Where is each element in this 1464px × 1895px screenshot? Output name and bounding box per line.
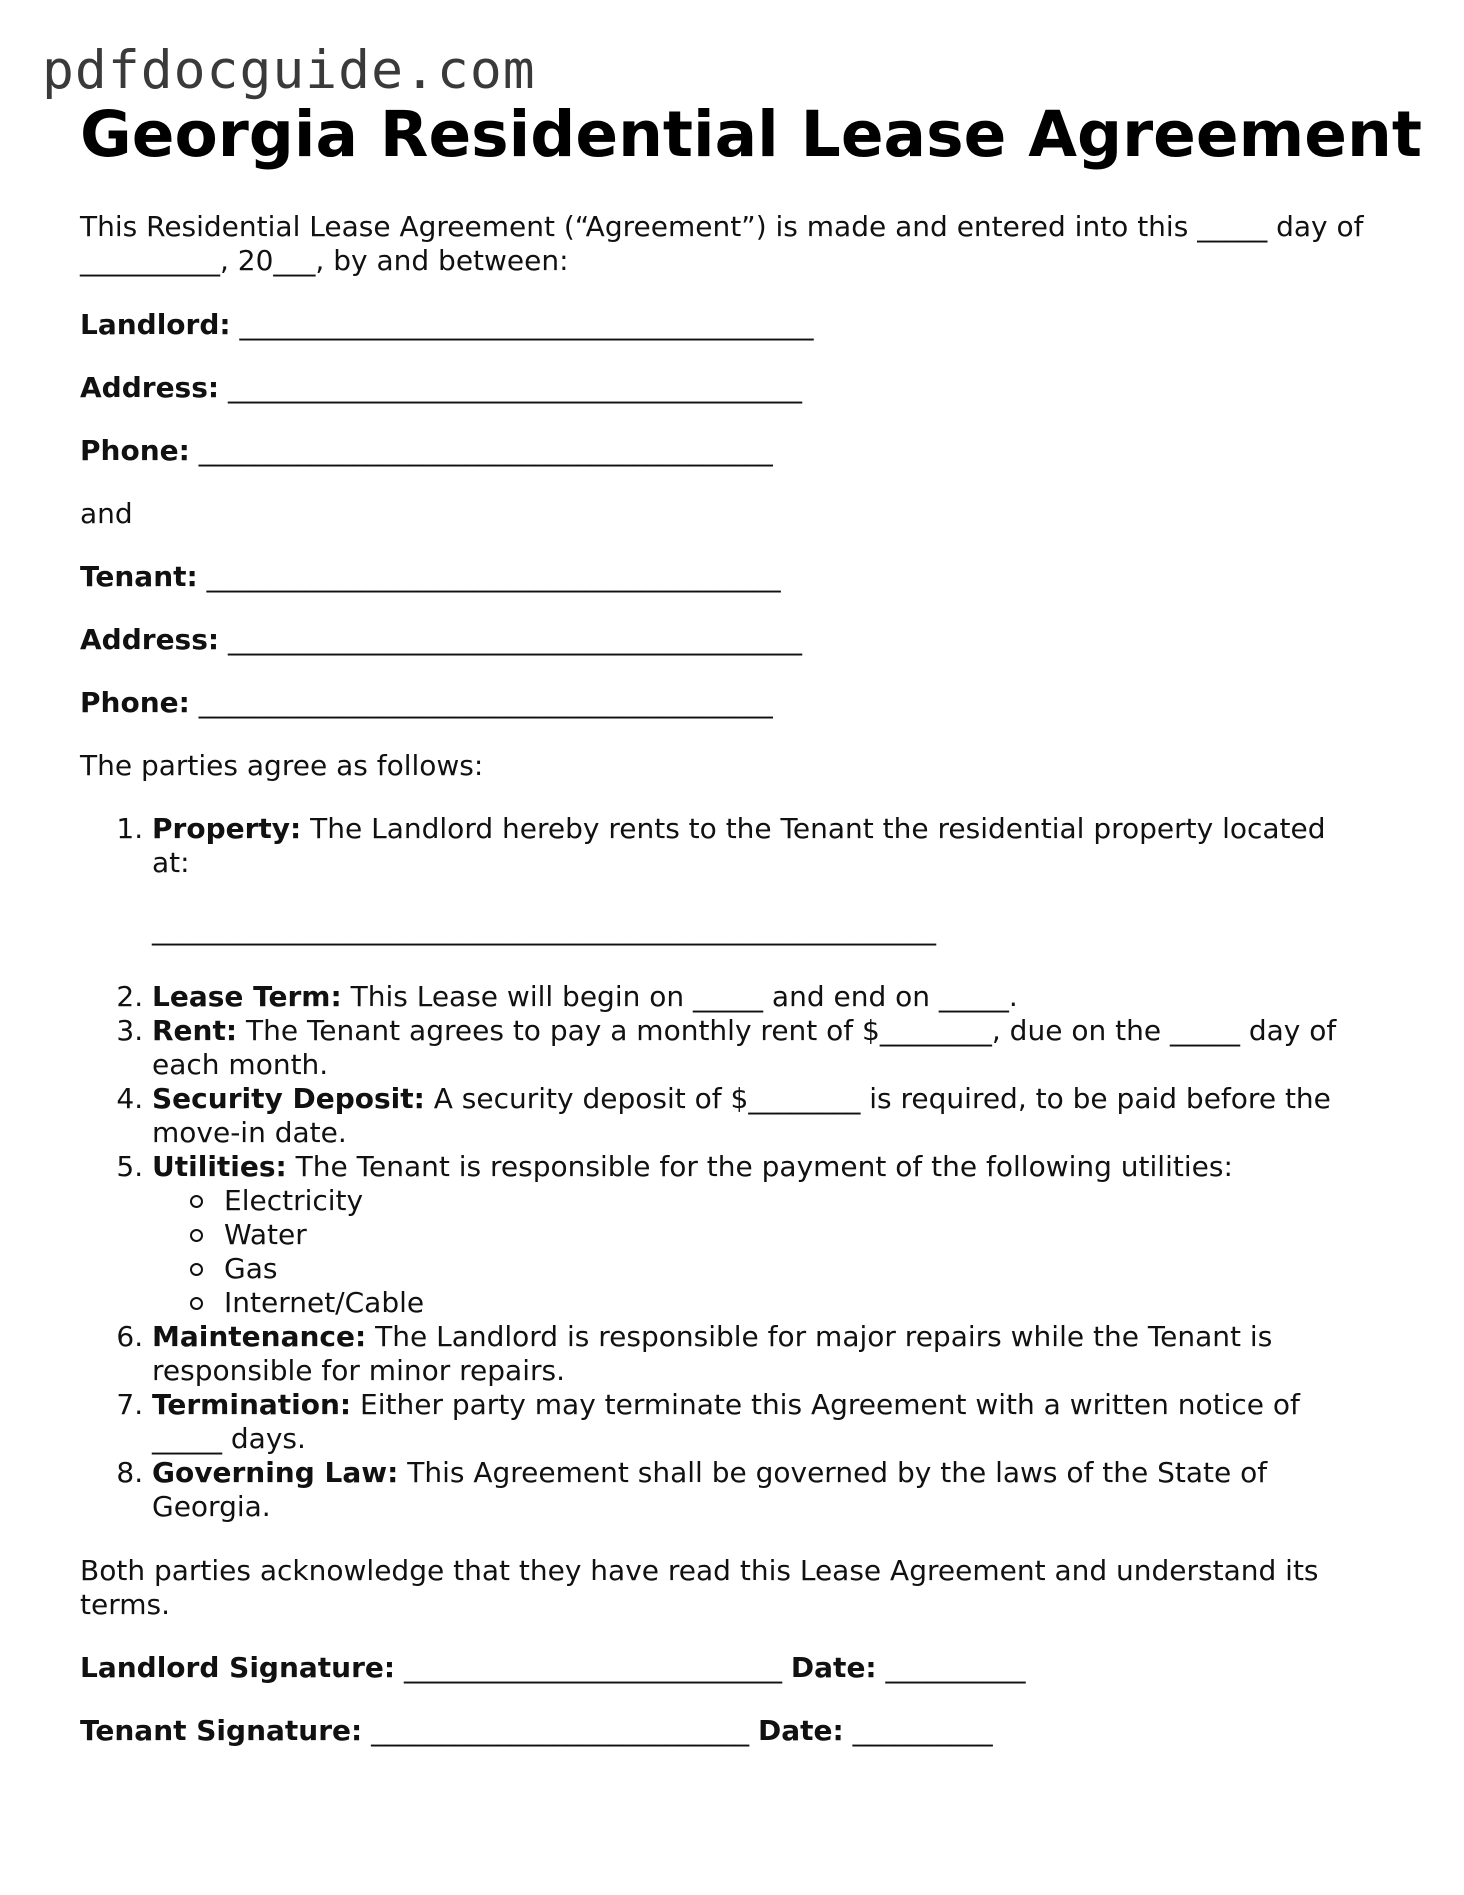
term-maintenance	[152, 1320, 1370, 1388]
term-property	[152, 812, 1370, 980]
utility-label: Internet/Cable	[224, 1286, 425, 1319]
field-label: Address:	[80, 371, 220, 404]
term-text: This Agreement shall be governed by the laws of the State of Georgia.	[152, 1456, 1268, 1523]
term-text: The Landlord is responsible for major repairs while the Tenant is responsible for minor repairs.	[152, 1320, 1273, 1387]
field-label: Phone:	[80, 686, 190, 719]
signature-blank: ___________________________	[404, 1651, 783, 1684]
tenant-address-field	[80, 623, 1370, 657]
utility-item	[190, 1286, 1370, 1320]
term-security-deposit	[152, 1082, 1370, 1150]
field-label: Tenant:	[80, 560, 198, 593]
term-text: The Landlord hereby rents to the Tenant the residential property located at:	[152, 812, 1326, 879]
tenant-phone-field	[80, 686, 1370, 720]
utilities-list	[152, 1184, 1370, 1320]
field-blank: _________________________________________	[228, 623, 802, 656]
utility-label: Electricity	[224, 1184, 364, 1217]
circle-bullet-icon	[190, 1195, 203, 1208]
term-label: Governing Law:	[152, 1456, 399, 1489]
date-label: Date:	[758, 1714, 844, 1747]
field-label: Phone:	[80, 434, 190, 467]
field-label: Address:	[80, 623, 220, 656]
utility-label: Gas	[224, 1252, 278, 1285]
document-body	[80, 210, 1370, 1777]
utility-item	[190, 1218, 1370, 1252]
term-termination	[152, 1388, 1370, 1456]
signature-blank: ___________________________	[371, 1714, 750, 1747]
landlord-address-field	[80, 371, 1370, 405]
field-blank: _________________________________________	[206, 560, 781, 593]
signature-label: Landlord Signature:	[80, 1651, 396, 1684]
term-text: A security deposit of $________ is required, to be paid before the move-in date.	[152, 1082, 1331, 1149]
term-text: The Tenant is responsible for the payment of the following utilities:	[286, 1150, 1233, 1183]
date-blank: __________	[885, 1651, 1026, 1684]
utility-label: Water	[224, 1218, 307, 1251]
circle-bullet-icon	[190, 1229, 203, 1242]
landlord-phone-field	[80, 434, 1370, 468]
term-label: Security Deposit:	[152, 1082, 425, 1115]
date-label: Date:	[790, 1651, 877, 1684]
terms-list	[80, 812, 1370, 1524]
signature-label: Tenant Signature:	[80, 1714, 363, 1747]
circle-bullet-icon	[190, 1297, 203, 1310]
property-blank: ________________________________________________________	[152, 913, 936, 946]
date-blank: __________	[852, 1714, 993, 1747]
term-text: This Lease will begin on _____ and end on _____.	[341, 980, 1018, 1013]
acknowledgement-paragraph: Both parties acknowledge that they have read this Lease Agreement and understand its terms.	[80, 1554, 1319, 1621]
utility-item	[190, 1252, 1370, 1286]
term-label: Property:	[152, 812, 302, 845]
intro-paragraph: This Residential Lease Agreement (“Agreement”) is made and entered into this _____ day of __________, 20___, by and between:	[80, 210, 1364, 277]
and-text: and	[80, 497, 133, 530]
term-lease-term	[152, 980, 1370, 1014]
term-label: Rent:	[152, 1014, 238, 1047]
field-label: Landlord:	[80, 308, 231, 341]
utility-item	[190, 1184, 1370, 1218]
field-blank: _________________________________________	[198, 686, 773, 719]
field-blank: _________________________________________	[198, 434, 773, 467]
agree-text: The parties agree as follows:	[80, 749, 484, 782]
landlord-signature-line	[80, 1651, 1370, 1685]
term-label: Maintenance:	[152, 1320, 367, 1353]
field-blank: _________________________________________	[239, 308, 814, 341]
term-label: Termination:	[152, 1388, 352, 1421]
term-rent	[152, 1014, 1370, 1082]
tenant-signature-line	[80, 1714, 1370, 1748]
term-text: The Tenant agrees to pay a monthly rent of $________, due on the _____ day of each month.	[152, 1014, 1337, 1081]
term-governing-law	[152, 1456, 1370, 1524]
tenant-name-field	[80, 560, 1370, 594]
term-label: Utilities:	[152, 1150, 287, 1183]
landlord-name-field	[80, 308, 1370, 342]
property-address-line	[152, 880, 1370, 980]
watermark: pdfdocguide.com	[42, 40, 536, 101]
term-utilities	[152, 1150, 1370, 1320]
term-label: Lease Term:	[152, 980, 342, 1013]
field-blank: _________________________________________	[228, 371, 802, 404]
page-title: Georgia Residential Lease Agreement	[80, 98, 1422, 171]
circle-bullet-icon	[190, 1263, 203, 1276]
term-text: Either party may terminate this Agreement with a written notice of _____ days.	[152, 1388, 1300, 1455]
